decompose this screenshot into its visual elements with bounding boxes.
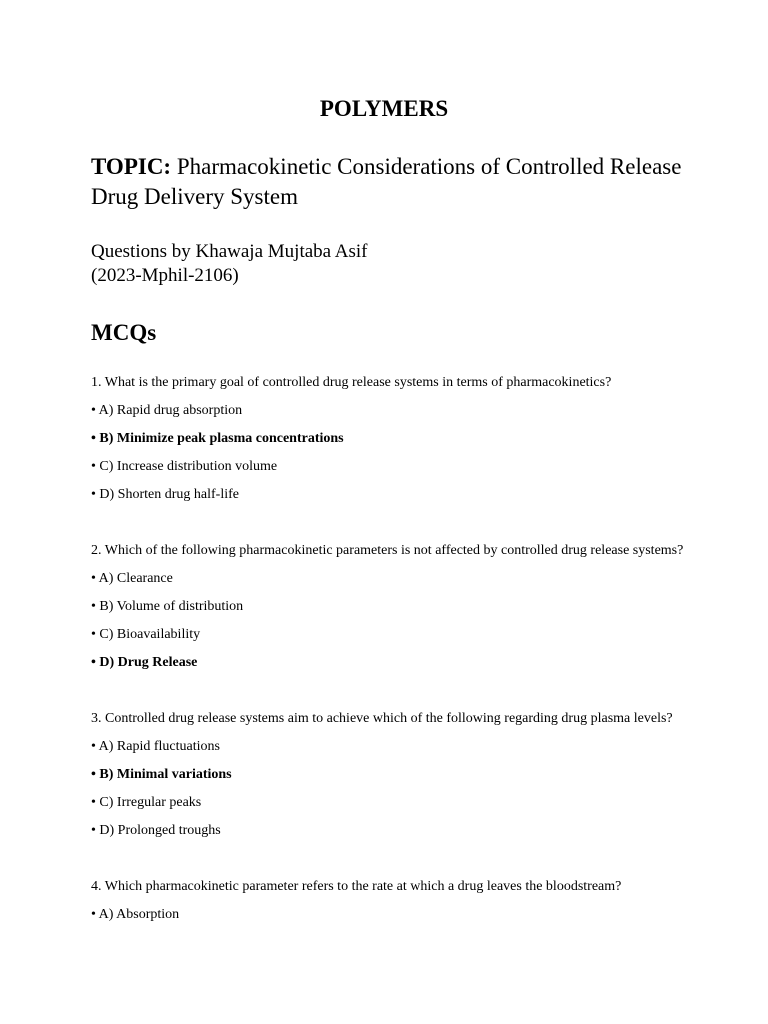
author-info bbox=[91, 240, 691, 288]
question-option: • A) Rapid drug absorption bbox=[91, 403, 243, 418]
question-text: 1. What is the primary goal of controlled drug release systems in terms of pharmacokinetics? bbox=[91, 375, 612, 390]
question-3 bbox=[91, 710, 731, 850]
question-text: 3. Controlled drug release systems aim to achieve which of the following regarding drug plasma levels? bbox=[91, 711, 673, 726]
author-line: Questions by Khawaja Mujtaba Asif bbox=[91, 241, 368, 262]
topic-label: TOPIC: bbox=[91, 154, 172, 179]
question-option: • A) Clearance bbox=[91, 571, 173, 586]
question-text: 2. Which of the following pharmacokinetic parameters is not affected by controlled drug release systems? bbox=[91, 543, 684, 558]
topic-heading bbox=[91, 152, 711, 212]
question-option: • A) Absorption bbox=[91, 907, 180, 922]
topic-text: Pharmacokinetic Considerations of Controlled Release Drug Delivery System bbox=[91, 154, 682, 209]
author-id: (2023-Mphil-2106) bbox=[91, 265, 239, 286]
question-option: • C) Bioavailability bbox=[91, 627, 201, 642]
question-option: • A) Rapid fluctuations bbox=[91, 739, 220, 754]
section-heading-mcqs: MCQs bbox=[91, 320, 157, 345]
question-option-correct: • D) Drug Release bbox=[91, 655, 198, 670]
question-4 bbox=[91, 878, 731, 934]
question-2 bbox=[91, 542, 731, 682]
question-option: • B) Volume of distribution bbox=[91, 599, 244, 614]
question-option-correct: • B) Minimal variations bbox=[91, 767, 232, 782]
question-text: 4. Which pharmacokinetic parameter refers to the rate at which a drug leaves the bloodstream? bbox=[91, 879, 622, 894]
question-option: • C) Increase distribution volume bbox=[91, 459, 278, 474]
question-option: • D) Prolonged troughs bbox=[91, 823, 221, 838]
document-title: POLYMERS bbox=[319, 96, 449, 121]
question-option-correct: • B) Minimize peak plasma concentrations bbox=[91, 431, 344, 446]
question-option: • C) Irregular peaks bbox=[91, 795, 202, 810]
question-option: • D) Shorten drug half-life bbox=[91, 487, 239, 502]
question-1 bbox=[91, 374, 731, 514]
